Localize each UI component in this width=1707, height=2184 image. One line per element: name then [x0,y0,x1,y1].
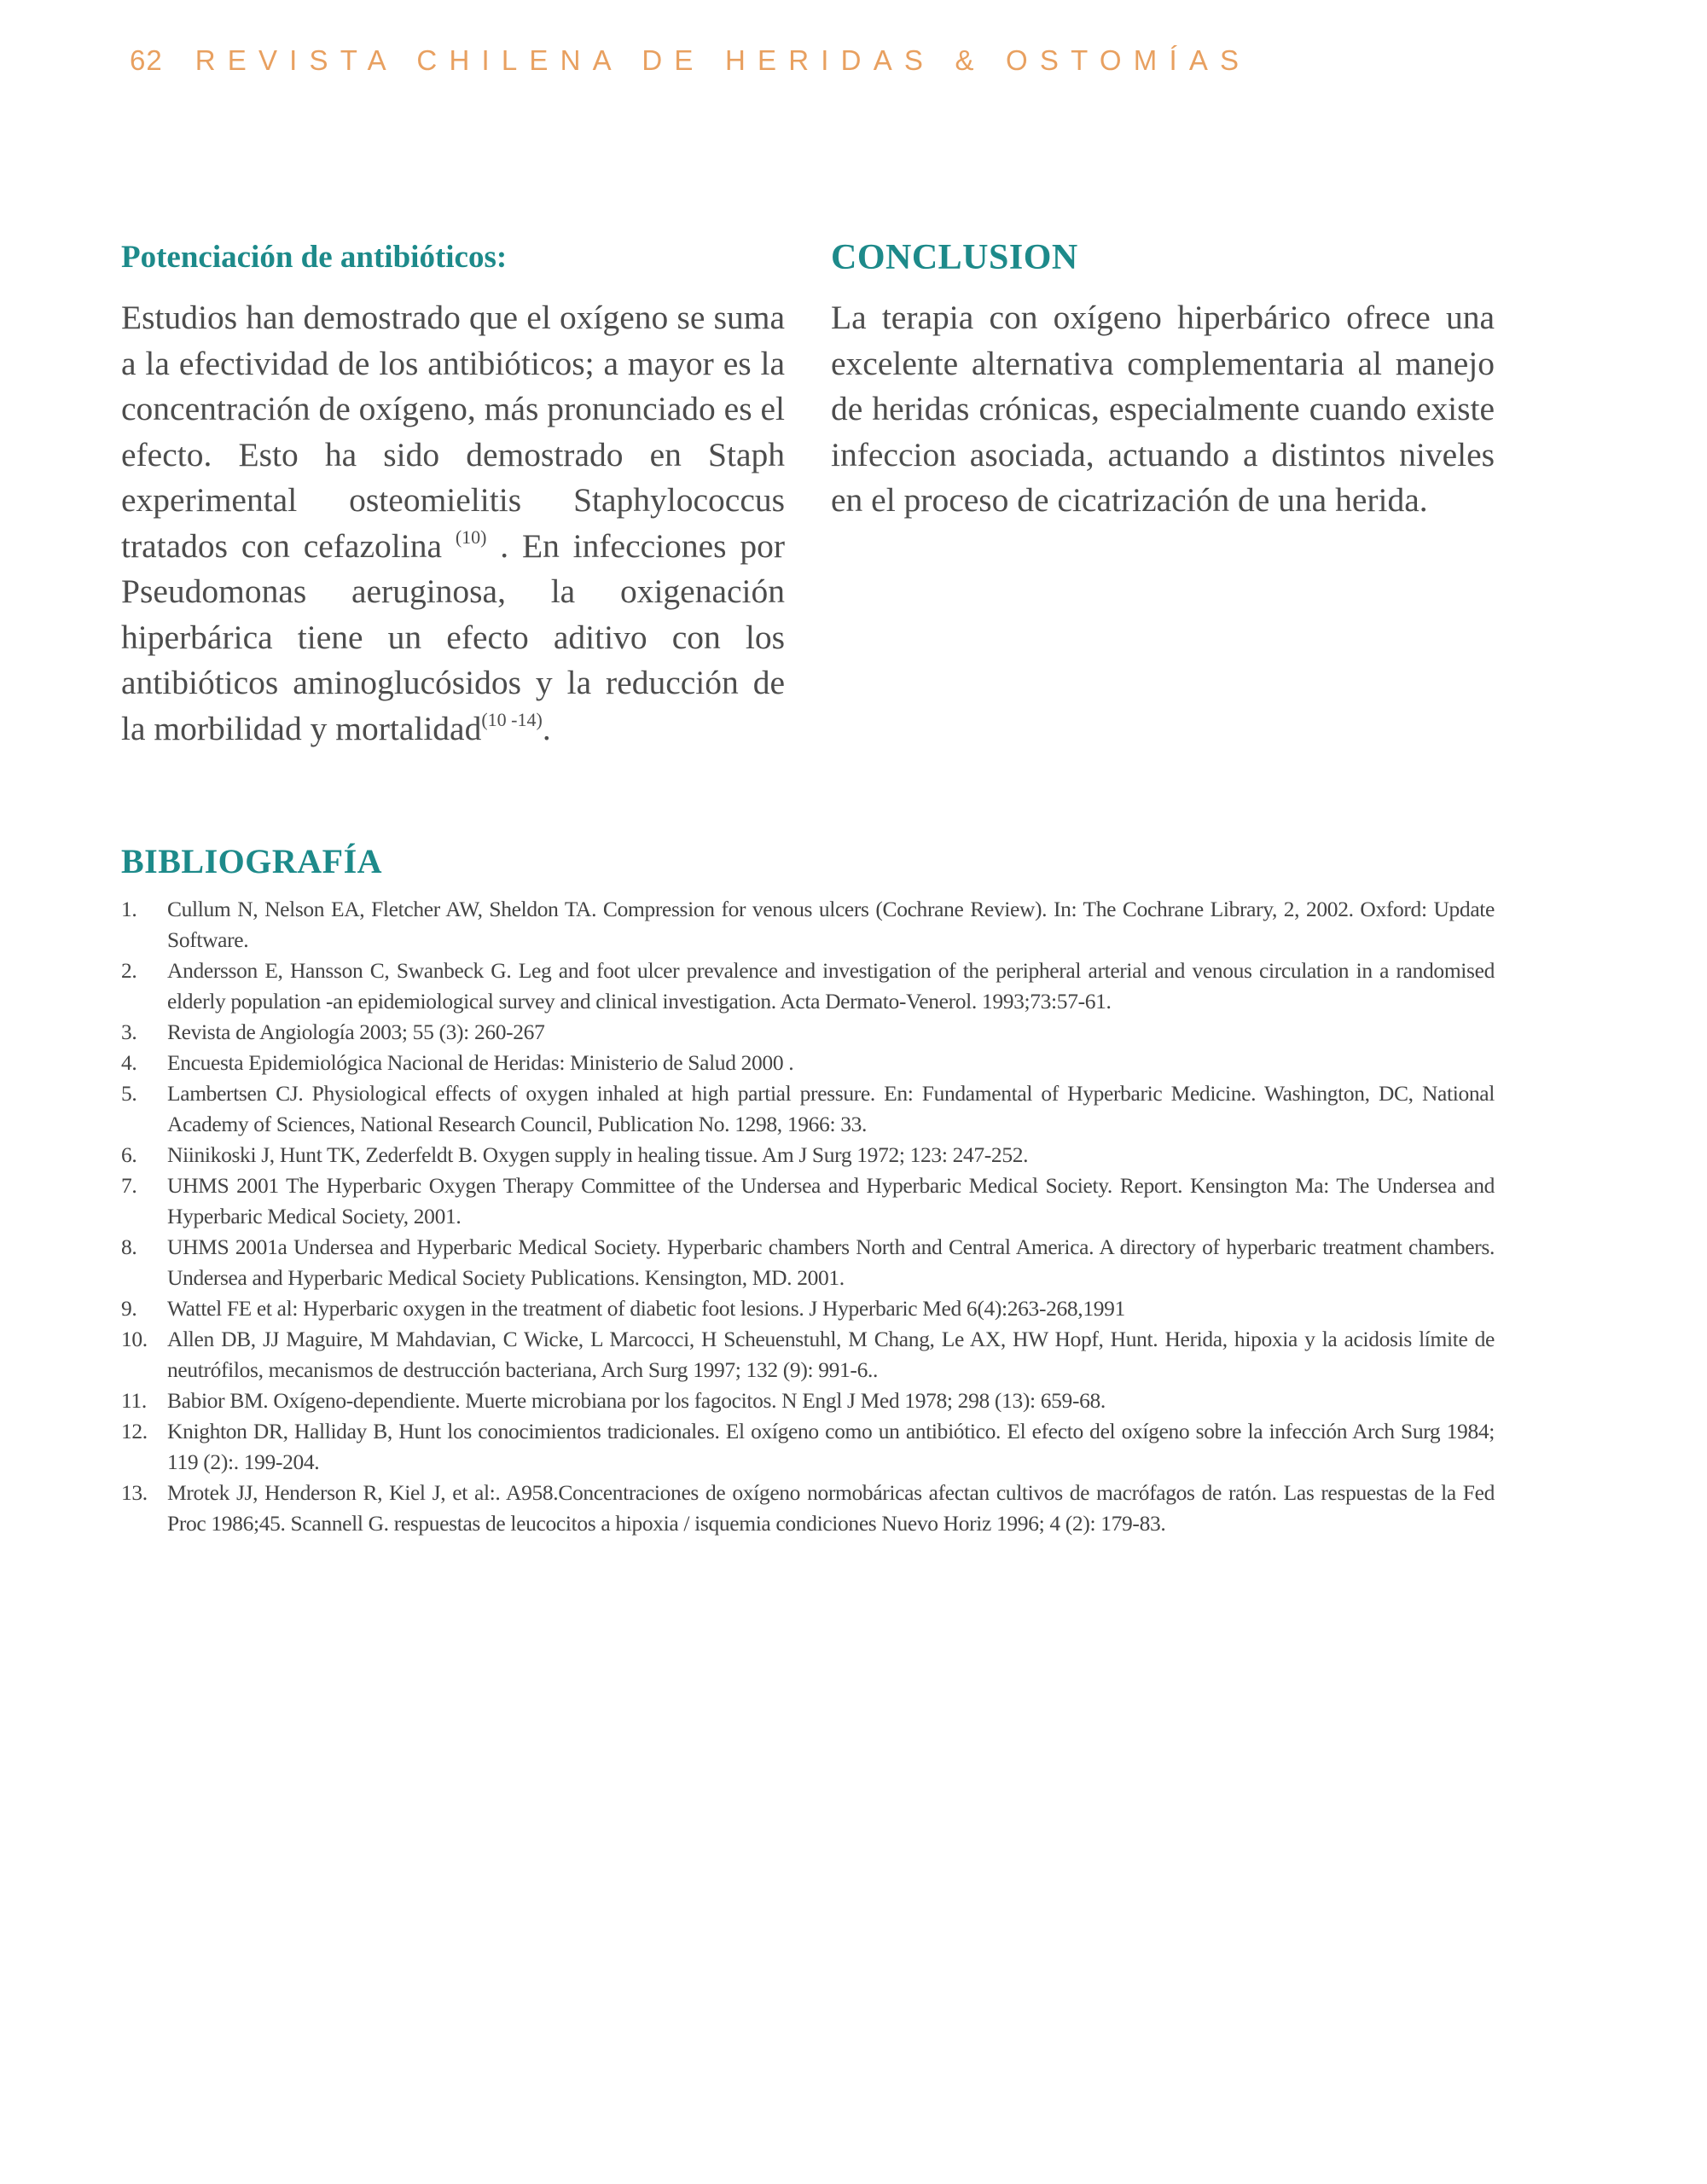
reference-text: Allen DB, JJ Maguire, M Mahdavian, C Wicke, L Marcocci, H Scheuenstuhl, M Chang, Le AX, HW Hopf, Hunt. Herida, hipoxia y la acidosis límite de neutrófilos, mecanismos de destrucción bacteriana, Arch Surg 1997; 132 (9): 991-6.. [167,1327,1495,1382]
reference-text: Niinikoski J, Hunt TK, Zederfeldt B. Oxygen supply in healing tissue. Am J Surg 1972; 123: 247-252. [167,1142,1029,1167]
reference-number: 11. [121,1388,147,1413]
left-column [121,232,785,752]
reference-item [121,1324,1495,1385]
section-heading-bibliography: BIBLIOGRAFÍA [121,842,383,880]
reference-item [121,1140,1495,1170]
reference-text: Lambertsen CJ. Physiological effects of oxygen inhaled at high partial pressure. En: Fundamental of Hyperbaric Medicine. Washington, DC, National Academy of Sciences, National Research Council, Publication No. 1298, 1966: 33. [167,1081,1495,1136]
reference-number: 13. [121,1480,148,1505]
reference-item [121,1078,1495,1140]
reference-number: 5. [121,1081,137,1106]
reference-item [121,1017,1495,1048]
reference-number: 3. [121,1019,137,1044]
page-number: 62 [130,44,163,76]
reference-item [121,1293,1495,1324]
section-heading-conclusion: CONCLUSION [831,238,1078,277]
reference-text: UHMS 2001 The Hyperbaric Oxygen Therapy Committee of the Undersea and Hyperbaric Medical Society. Report. Kensington Ma: The Undersea and Hyperbaric Medical Society, 2001. [167,1173,1495,1228]
paragraph-text: Estudios han demostrado que el oxígeno se suma a la efectividad de los antibióticos; a mayor es la concentración de oxígeno, más pronunciado es el efecto. Esto ha sido demostrado en Staph experimental osteomielitis Staphylococcus tratados con cefazolina [121,299,785,565]
paragraph-text: . En infecciones por Pseudomonas aeruginosa, la oxigenación hiperbárica tiene un efecto aditivo con los antibióticos aminoglucósidos y la reducción de la morbilidad y mortalidad [121,526,786,747]
reference-item [121,1232,1495,1293]
reference-text: Wattel FE et al: Hyperbaric oxygen in the treatment of diabetic foot lesions. J Hyperbaric Med 6(4):263-268,1991 [167,1296,1125,1321]
bibliography-section [121,836,1495,1539]
reference-number: 1. [121,897,137,921]
reference-item [121,894,1495,956]
reference-number: 10. [121,1327,148,1351]
citation: (10 -14) [481,708,543,730]
reference-text: UHMS 2001a Undersea and Hyperbaric Medical Society. Hyperbaric chambers North and Central America. A directory of hyperbaric treatment chambers. Undersea and Hyperbaric Medical Society Publications. Kensington, MD. 2001. [167,1234,1495,1290]
reference-number: 12. [121,1419,148,1443]
reference-item [121,1048,1495,1078]
paragraph-text: . [542,709,551,747]
conclusion-paragraph: La terapia con oxígeno hiperbárico ofrece una excelente alternativa complementaria al manejo de heridas crónicas, especialmente cuando existe infeccion asociada, actuando a distintos niveles en el proceso de cicatrización de una herida. [831,299,1495,519]
reference-item [121,1170,1495,1232]
journal-title: REVISTA CHILENA DE HERIDAS & OSTOMÍAS [195,44,1251,76]
reference-number: 7. [121,1173,137,1198]
citation: (10) [455,526,487,548]
section-heading-antibiotics: Potenciación de antibióticos: [121,240,508,275]
reference-number: 9. [121,1296,137,1321]
reference-text: Cullum N, Nelson EA, Fletcher AW, Sheldon TA. Compression for venous ulcers (Cochrane Review). In: The Cochrane Library, 2, 2002. Oxford: Update Software. [167,897,1495,952]
reference-text: Andersson E, Hansson C, Swanbeck G. Leg and foot ulcer prevalence and investigation of the peripheral arterial and venous circulation in a randomised elderly population -an epidemiological survey and clinical investigation. Acta Dermato-Venerol. 1993;73:57-61. [167,958,1495,1014]
reference-text: Revista de Angiología 2003; 55 (3): 260-267 [167,1019,545,1044]
reference-number: 6. [121,1142,137,1167]
running-head [130,44,1251,77]
reference-text: Mrotek JJ, Henderson R, Kiel J, et al:. A958.Concentraciones de oxígeno normobáricas afectan cultivos de macrófagos de ratón. Las respuestas de la Fed Proc 1986;45. Scannell G. respuestas de leucocitos a hipoxia / isquemia condiciones Nuevo Horiz 1996; 4 (2): 179-83. [167,1480,1495,1536]
reference-text: Babior BM. Oxígeno-dependiente. Muerte microbiana por los fagocitos. N Engl J Med 1978; 298 (13): 659-68. [167,1388,1106,1413]
reference-item [121,1416,1495,1478]
reference-item [121,1478,1495,1539]
reference-list [121,894,1495,1539]
reference-text: Encuesta Epidemiológica Nacional de Heridas: Ministerio de Salud 2000 . [167,1050,794,1075]
right-column [831,232,1495,524]
reference-item [121,1385,1495,1416]
reference-number: 8. [121,1234,137,1259]
reference-number: 2. [121,958,137,983]
antibiotics-paragraph [121,295,785,752]
reference-number: 4. [121,1050,137,1075]
reference-item [121,956,1495,1017]
reference-text: Knighton DR, Halliday B, Hunt los conocimientos tradicionales. El oxígeno como un antibiótico. El efecto del oxígeno sobre la infección Arch Surg 1984; 119 (2):. 199-204. [167,1419,1495,1474]
